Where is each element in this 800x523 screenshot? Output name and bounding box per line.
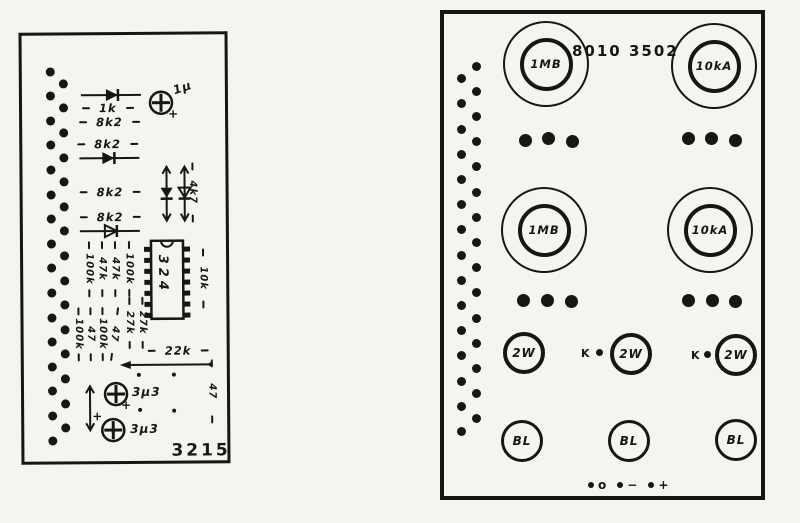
pad-dot [47, 313, 56, 322]
switch-circle [610, 333, 652, 375]
potentiometer [667, 187, 753, 273]
pad-dot [46, 165, 55, 174]
resistor-horizontal [79, 115, 140, 129]
lead-dash [128, 289, 130, 297]
resistor-vertical [122, 241, 136, 297]
pad-dot [172, 373, 176, 377]
resistor-horizontal [80, 185, 141, 199]
lead-dash [101, 289, 103, 297]
pot-label: 1MB [528, 223, 560, 237]
polarity-terminal [617, 478, 637, 492]
switch-circle [715, 334, 757, 376]
switch-label: 2W [512, 346, 536, 360]
pad-dot [457, 200, 466, 209]
lamp-circle [501, 420, 543, 462]
mount-dot [729, 295, 742, 308]
pad-dot [472, 364, 481, 373]
lead-dash [77, 143, 85, 145]
pad-dot [59, 128, 68, 137]
resistor-vertical [108, 241, 122, 297]
plus-mark: + [92, 409, 103, 424]
pot-label: 10kA [695, 59, 733, 73]
lamp-circle [608, 420, 650, 462]
pad-dot [472, 339, 481, 348]
pad-dot [457, 276, 466, 285]
resistor-horizontal [82, 101, 134, 115]
pad-dot [472, 238, 481, 247]
lead-dash [80, 191, 88, 193]
pad-dot [472, 162, 481, 171]
pad-dot [457, 427, 466, 436]
polarity-terminal [648, 478, 668, 492]
resistor-label: 47 [108, 325, 122, 343]
pad-dot [60, 350, 69, 359]
lead-dash [110, 353, 113, 361]
pad-dot [472, 314, 481, 323]
diode-icon [79, 223, 141, 239]
polarity-dot [648, 482, 654, 488]
lead-dash [128, 341, 130, 349]
pad-dot [457, 377, 466, 386]
polarity-symbol: − [627, 478, 638, 492]
resistor-label: 47 [85, 326, 97, 343]
pad-dot [172, 409, 176, 413]
lamp-label: BL [726, 433, 746, 447]
pad-dot [61, 424, 70, 433]
lead-dash [128, 241, 130, 249]
resistor-label: 100k [96, 318, 109, 350]
pad-dot [46, 190, 55, 199]
plus-mark: + [121, 397, 132, 413]
pad-dot [472, 389, 481, 398]
pot-label: 10kA [691, 223, 729, 237]
lead-dash [114, 241, 116, 249]
pot-inner-circle [520, 38, 573, 91]
potentiometer [671, 23, 757, 109]
lead-dash [88, 289, 90, 297]
resistor-label: 47k [96, 257, 108, 281]
resistor-vertical [196, 248, 210, 308]
pad-dot [60, 251, 69, 260]
resistor-label: 8k2 [96, 185, 124, 200]
mount-dot [682, 132, 695, 145]
k-terminal-dot [596, 349, 603, 356]
pad-dot [457, 125, 466, 134]
lead-dash [77, 307, 79, 315]
potentiometer [503, 21, 589, 107]
lead-dash [82, 107, 90, 109]
pad-dot [60, 276, 69, 285]
mount-dot [705, 132, 718, 145]
resistor-label: 22k [164, 343, 192, 358]
pad-dot [472, 288, 481, 297]
resistor-label: 100k [72, 318, 85, 351]
pad-dot [472, 87, 481, 96]
resistor-label: 8k2 [96, 115, 123, 130]
lead-dash [211, 359, 213, 367]
lead-dash [114, 289, 116, 297]
lead-dash [88, 241, 90, 249]
resistor-label: 27k [136, 311, 149, 335]
pad-dot [58, 79, 67, 88]
pad-dot [58, 104, 67, 113]
pad-dot [457, 99, 466, 108]
pad-dot [48, 436, 57, 445]
ic-label: 324 [155, 254, 171, 294]
right-board-front-panel [440, 10, 765, 500]
resistor-label: 4k7 [187, 180, 199, 205]
pad-dot [457, 74, 466, 83]
left-board-component-layout [18, 31, 230, 464]
resistor-label: 1k [98, 101, 117, 116]
pad-dot [46, 239, 55, 248]
k-terminal-dot [704, 351, 711, 358]
pad-dot [457, 326, 466, 335]
pad-dot [48, 411, 57, 420]
lead-dash [202, 300, 204, 308]
k-terminal-label: K [581, 347, 590, 360]
pot-label: 1MB [530, 57, 562, 71]
lamp-circle [715, 419, 757, 461]
mount-dot [519, 134, 532, 147]
resistor-label: 100k [123, 253, 135, 285]
pad-dot [47, 338, 56, 347]
lead-dash [90, 353, 92, 361]
polarity-symbol: o [598, 478, 607, 492]
polarity-row [588, 478, 668, 492]
pad-dot [472, 188, 481, 197]
mount-dot [565, 295, 578, 308]
lead-dash [132, 121, 140, 123]
pad-dot [457, 402, 466, 411]
resistor-label: 8k2 [94, 137, 121, 152]
pad-dot [47, 387, 56, 396]
lead-dash [78, 353, 80, 361]
pot-inner-circle [688, 40, 741, 93]
potentiometer [501, 187, 587, 273]
lead-dash [191, 163, 193, 171]
lead-dash [200, 349, 208, 351]
pad-dot [457, 175, 466, 184]
board-number: 3215 [171, 440, 231, 461]
mount-dot [729, 134, 742, 147]
pad-dot [457, 225, 466, 234]
lead-dash [89, 307, 91, 315]
pad-dot [47, 288, 56, 297]
lamp-label: BL [512, 434, 532, 448]
lead-dash [132, 191, 140, 193]
resistor-horizontal [148, 343, 209, 357]
capacitor-label: 3μ3 [130, 421, 159, 436]
mount-dot [682, 294, 695, 307]
pad-dot [457, 351, 466, 360]
pad-dot [60, 301, 69, 310]
part-number: 8010 3502 [572, 42, 679, 60]
mount-dot [517, 294, 530, 307]
lead-dash [79, 121, 87, 123]
mount-dot [566, 135, 579, 148]
resistor-label: 47 [206, 383, 218, 400]
lead-dash [116, 307, 119, 315]
pad-dot [60, 325, 69, 334]
switch-label: 2W [724, 348, 748, 362]
diode-icon [78, 150, 140, 166]
polarity-terminal [588, 478, 606, 492]
pad-dot [457, 150, 466, 159]
polarity-dot [588, 482, 594, 488]
pad-dot [47, 362, 56, 371]
capacitor-label: 1μ [171, 77, 194, 98]
pad-dot [46, 215, 55, 224]
pad-dot [46, 141, 55, 150]
lead-dash [128, 297, 130, 305]
lamp-label: BL [619, 434, 639, 448]
polarity-symbol: + [658, 478, 669, 492]
pad-dot [59, 202, 68, 211]
mount-dot [542, 132, 555, 145]
plus-mark: + [168, 106, 179, 121]
mount-dot [706, 294, 719, 307]
lead-dash [132, 216, 140, 218]
resistor-vertical [205, 359, 219, 423]
resistor-label: 8k2 [96, 210, 124, 225]
pad-dot [47, 264, 56, 273]
resistor-vertical [185, 162, 199, 222]
pad-dot [457, 301, 466, 310]
pot-inner-circle [518, 204, 571, 257]
pad-dot [472, 213, 481, 222]
capacitor-label: 3μ3 [131, 384, 161, 399]
arrow-line-icon [120, 358, 214, 371]
switch-label: 2W [619, 347, 643, 361]
resistor-label: 27k [123, 311, 136, 335]
pad-dot [46, 116, 55, 125]
pad-dot [60, 374, 69, 383]
pad-dot [472, 263, 481, 272]
lead-dash [192, 214, 194, 222]
pad-dot [472, 112, 481, 121]
pad-dot [45, 67, 54, 76]
lead-dash [141, 297, 143, 305]
pad-dot [59, 153, 68, 162]
resistor-label: 10k [197, 266, 209, 291]
pad-dot [45, 92, 54, 101]
lead-dash [148, 350, 156, 352]
lead-dash [141, 341, 143, 349]
resistor-vertical [135, 297, 149, 349]
lead-dash [202, 248, 204, 256]
pad-dot [457, 251, 466, 260]
pad-dot [472, 414, 481, 423]
lead-dash [126, 107, 134, 109]
pad-dot [137, 373, 141, 377]
k-terminal-label: K [691, 349, 700, 362]
pad-dot [138, 408, 142, 412]
pad-dot [472, 137, 481, 146]
pad-dot [59, 178, 68, 187]
capacitor-icon [100, 417, 126, 443]
switch-circle [503, 332, 545, 374]
pot-inner-circle [684, 204, 737, 257]
lead-dash [80, 216, 88, 218]
lead-dash [211, 415, 213, 423]
lead-dash [101, 241, 103, 249]
lead-dash [130, 143, 138, 145]
mount-dot [541, 294, 554, 307]
lead-dash [101, 307, 103, 315]
pad-dot [472, 62, 481, 71]
resistor-label: 100k [83, 253, 95, 286]
polarity-dot [617, 482, 623, 488]
resistor-label: 47k [109, 257, 121, 281]
pad-dot [61, 399, 70, 408]
pad-dot [59, 227, 68, 236]
